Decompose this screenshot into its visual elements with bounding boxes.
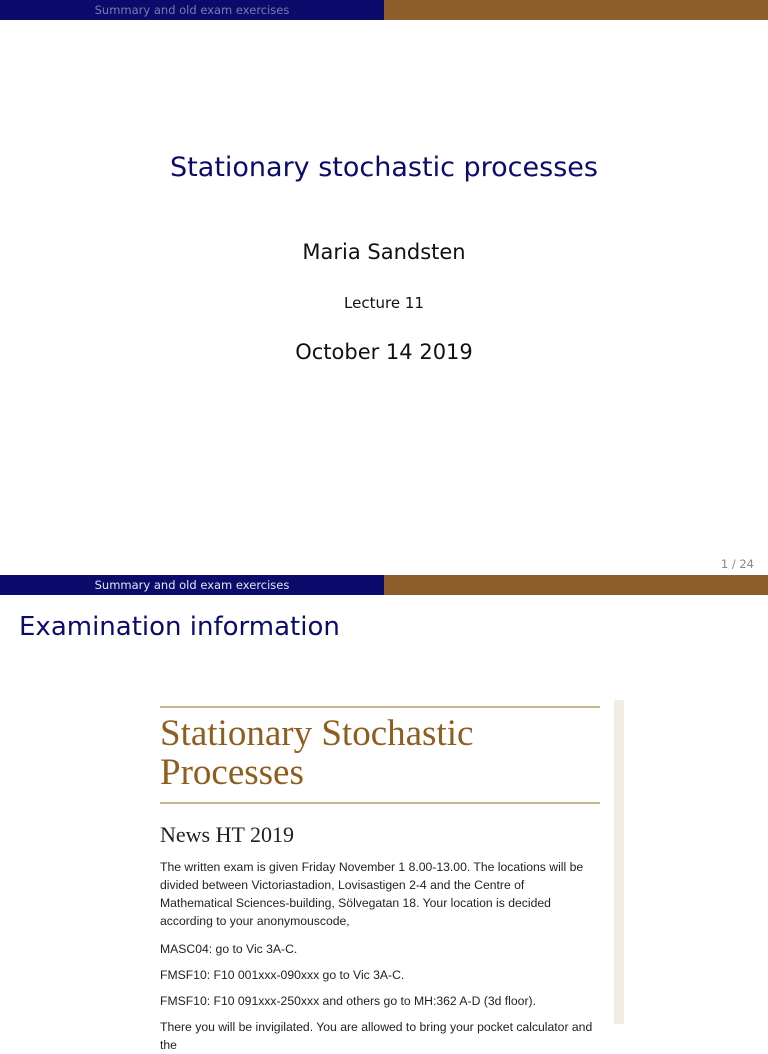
lecture-date: October 14 2019 xyxy=(295,340,473,364)
slide2-header-title: Summary and old exam exercises xyxy=(0,575,384,595)
page-number: 1 / 24 xyxy=(720,557,754,571)
webpage-screenshot xyxy=(143,700,624,1052)
presentation-title: Stationary stochastic processes xyxy=(170,152,598,183)
webpage-title: Stationary Stochastic Processes xyxy=(160,713,474,793)
exam-info-paragraph: The written exam is given Friday November 1 8.00-13.00. The locations will be divided between Victoriastadion, Lovisastigen 2-4 and the Centre of Mathematical Sciences-building, Sölvegatan 18. Your location is decided according to your anonymouscode, xyxy=(160,860,584,928)
top-divider xyxy=(160,706,600,708)
slide2-header-bar xyxy=(0,575,768,595)
slide1-header-accent xyxy=(384,0,768,20)
invigilation-paragraph: There you will be invigilated. You are allowed to bring your pocket calculator and the xyxy=(160,1020,593,1052)
title-divider xyxy=(160,802,600,804)
lecture-label: Lecture 11 xyxy=(344,294,424,312)
frame-title: Examination information xyxy=(19,612,340,642)
fmsf10-location-1: FMSF10: F10 001xxx-090xxx go to Vic 3A-C. xyxy=(160,968,405,982)
masc04-location: MASC04: go to Vic 3A-C. xyxy=(160,942,298,956)
webpage-sidebar xyxy=(614,700,624,1024)
fmsf10-location-2: FMSF10: F10 091xxx-250xxx and others go to MH:362 A-D (3d floor). xyxy=(160,994,536,1008)
author-name: Maria Sandsten xyxy=(302,240,466,264)
slide1-header-bar xyxy=(0,0,768,20)
slide1-header-title: Summary and old exam exercises xyxy=(0,0,384,20)
slide2-header-accent xyxy=(384,575,768,595)
news-heading: News HT 2019 xyxy=(160,822,295,847)
